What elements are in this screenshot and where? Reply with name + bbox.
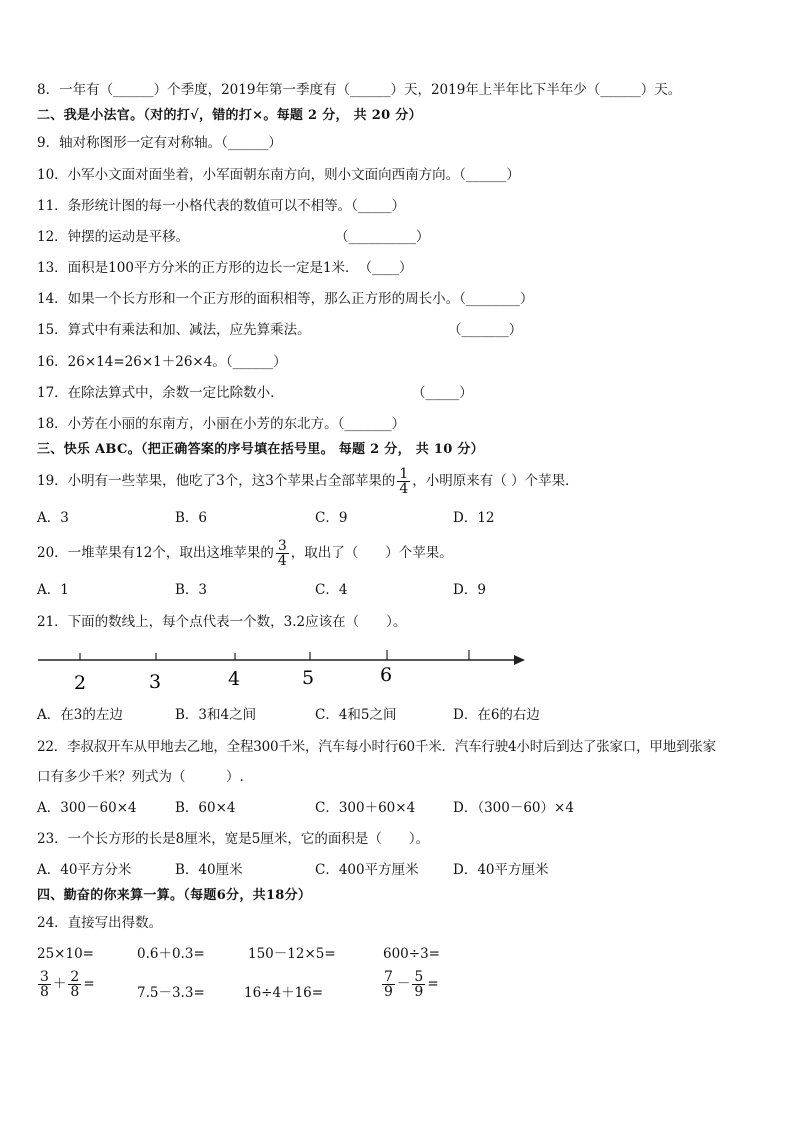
question-12-answer-blank: （__________）: [335, 229, 430, 245]
q21-option-d[interactable]: D．在6的右边: [453, 707, 540, 723]
fraction-denominator: 8: [40, 984, 49, 1000]
question-12: 12．钟摆的运动是平移。: [37, 229, 190, 245]
q22-option-b[interactable]: B．60×4: [175, 800, 236, 816]
question-23: 23．一个长方形的长是8厘米，宽是5厘米，它的面积是（ ）。: [37, 831, 430, 847]
q22-option-d[interactable]: D．（300－60）×4: [453, 800, 574, 816]
question-9: 9．轴对称图形一定有对称轴。（______）: [37, 135, 282, 151]
question-17: 17．在除法算式中，余数一定比除数小．: [37, 385, 284, 401]
tick-label-3: 3: [149, 671, 162, 693]
fraction-numerator: 1: [399, 466, 409, 482]
fraction-denominator: 9: [384, 984, 393, 1000]
fraction-three-quarters: [276, 539, 289, 568]
fraction-numerator: 3: [40, 969, 49, 985]
q20-option-c[interactable]: C．4: [315, 582, 348, 598]
tick-label-2: 2: [74, 672, 87, 694]
question-19-text-b: ，小明原来有（ ）个苹果．: [412, 473, 579, 489]
equals-sign: =: [427, 975, 439, 992]
question-20-text-a: 20．一堆苹果有12个，取出这堆苹果的: [37, 545, 274, 561]
q21-option-b[interactable]: B．3和4之间: [175, 707, 257, 723]
fraction-denominator: 4: [399, 481, 409, 497]
question-8: 8．一年有（______）个季度，2019年第一季度有（______）天，2019年上半年比下半年少（______）天。: [37, 82, 682, 98]
q22-option-a[interactable]: A．300－60×4: [37, 800, 137, 816]
question-24: 24．直接写出得数。: [37, 915, 163, 931]
fraction-numerator: 2: [70, 969, 80, 985]
tick-label-4: 4: [228, 668, 241, 690]
calc-item: 150－12×5=: [248, 946, 336, 962]
fraction: [38, 970, 51, 999]
q23-option-c[interactable]: C．400平方厘米: [315, 862, 419, 878]
tick-label-5: 5: [302, 667, 315, 689]
fraction: [68, 970, 81, 999]
q20-option-d[interactable]: D．9: [453, 582, 486, 598]
fraction: [382, 970, 395, 999]
question-11: 11．条形统计图的每一小格代表的数值可以不相等。（_____）: [37, 198, 406, 214]
question-21: 21．下面的数线上，每个点代表一个数，3.2应该在（ ）。: [37, 614, 407, 630]
q21-option-a[interactable]: A．在3的左边: [37, 707, 123, 723]
q19-option-d[interactable]: D．12: [453, 510, 495, 526]
question-17-answer-blank: （_____）: [412, 385, 473, 401]
question-14: 14．如果一个长方形和一个正方形的面积相等，那么正方形的周长小。（________）: [37, 291, 534, 307]
calc-item: 16÷4＋16=: [244, 985, 324, 1001]
question-18: 18．小芳在小丽的东南方，小丽在小芳的东北方。（_______）: [37, 416, 406, 432]
calc-fraction-sum: [36, 970, 95, 999]
number-line: [36, 648, 536, 698]
calc-item: 7.5－3.3=: [137, 985, 205, 1001]
q23-option-b[interactable]: B．40厘米: [175, 862, 243, 878]
question-22-line-1: 22．李叔叔开车从甲地去乙地，全程300千米，汽车每小时行60千米．汽车行驶4小时后到达了张家口，甲地到张家: [37, 739, 716, 755]
q21-option-c[interactable]: C．4和5之间: [315, 707, 397, 723]
q23-option-d[interactable]: D．40平方厘米: [453, 862, 549, 878]
section-3-heading: 三、快乐 ABC。（把正确答案的序号填在括号里。 每题 2 分， 共 10 分）: [37, 442, 484, 457]
tick-label-6: 6: [380, 664, 393, 686]
fraction-denominator: 4: [277, 553, 287, 569]
question-16: 16．26×14=26×1＋26×4。（______）: [37, 354, 287, 370]
question-20-text-b: ，取出了（ ）个苹果。: [290, 545, 453, 561]
q19-option-b[interactable]: B．6: [175, 510, 208, 526]
equals-sign: =: [83, 975, 95, 992]
calc-fraction-difference: [380, 970, 439, 999]
question-20: [37, 538, 453, 568]
question-19: [37, 466, 579, 496]
calc-item: 25×10=: [37, 946, 94, 962]
question-13: 13．面积是100平方分米的正方形的边长一定是1米． （____）: [37, 260, 413, 276]
plus-sign: ＋: [52, 975, 67, 992]
q22-option-c[interactable]: C．300＋60×4: [315, 800, 416, 816]
question-15-answer-blank: （_______）: [448, 322, 523, 338]
question-15: 15．算式中有乘法和加、减法，应先算乘法。: [37, 322, 311, 338]
fraction-denominator: 9: [414, 984, 424, 1000]
question-10: 10．小军小文面对面坐着，小军面朝东南方向，则小文面向西南方向。（______）: [37, 167, 520, 183]
q20-option-a[interactable]: A．1: [37, 582, 69, 598]
fraction-denominator: 8: [70, 984, 80, 1000]
section-2-heading: 二、我是小法官。（对的打√，错的打×。每题 2 分， 共 20 分）: [37, 108, 422, 123]
number-line-arrow: [514, 655, 525, 665]
fraction: [412, 970, 425, 999]
fraction-numerator: 7: [384, 969, 393, 985]
question-22-line-2: 口有多少千米？列式为（ ）.: [37, 769, 244, 785]
calc-item: 0.6＋0.3=: [137, 946, 205, 962]
fraction-one-quarter: [397, 467, 410, 496]
calc-item: 600÷3=: [383, 946, 440, 962]
section-4-heading: 四、勤奋的你来算一算。（每题6分，共18分）: [37, 888, 312, 903]
q20-option-b[interactable]: B．3: [175, 582, 208, 598]
minus-sign: －: [396, 975, 411, 992]
fraction-numerator: 5: [414, 969, 424, 985]
q19-option-a[interactable]: A．3: [37, 510, 69, 526]
q19-option-c[interactable]: C．9: [315, 510, 348, 526]
question-19-text-a: 19．小明有一些苹果，他吃了3个，这3个苹果占全部苹果的: [37, 473, 396, 489]
q23-option-a[interactable]: A．40平方分米: [37, 862, 132, 878]
fraction-numerator: 3: [277, 538, 287, 554]
